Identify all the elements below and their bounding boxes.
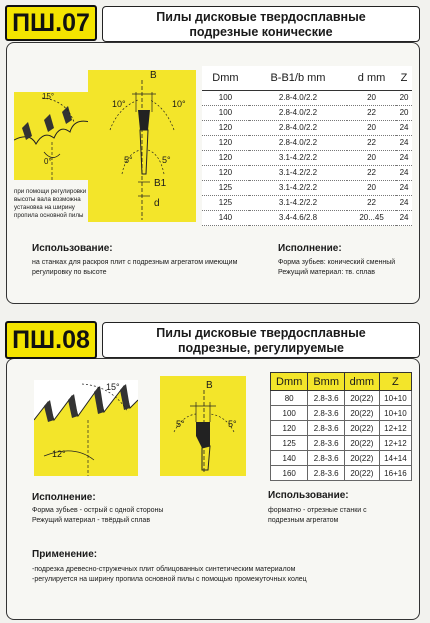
caption-line: пропила основной пилы (14, 212, 84, 219)
use-text-line: регулировку по высоте (32, 269, 107, 276)
table-cell: 2.8-4.0/2.2 (249, 135, 347, 150)
table-cell: 2.8-4.0/2.2 (249, 120, 347, 135)
table-cell: 3.1-4.2/2.2 (249, 165, 347, 180)
use-text-line: форматно - отрезные станки с (268, 507, 367, 514)
table-cell: 2.8-3.6 (308, 421, 345, 436)
table-cell: 140 (202, 210, 249, 225)
table-cell: 20(22) (344, 421, 379, 436)
table-row (271, 451, 412, 466)
table-cell: 120 (202, 150, 249, 165)
table-cell: 20(22) (344, 406, 379, 421)
table-cell: 24 (396, 165, 412, 180)
table-cell: 10+10 (379, 391, 411, 406)
table-cell: 16+16 (379, 466, 411, 481)
product-code-badge: ПШ.08 (5, 321, 97, 359)
table-cell: 100 (202, 90, 249, 105)
table-row (271, 406, 412, 421)
tooth-diagram (14, 92, 90, 180)
table-cell: 120 (202, 135, 249, 150)
table-cell: 125 (271, 436, 308, 451)
table-cell: 120 (271, 421, 308, 436)
execution-heading: Исполнение: (278, 243, 342, 254)
spec-table (202, 66, 412, 226)
use-heading: Использование: (268, 490, 349, 501)
table-row (202, 105, 412, 120)
table-row (271, 421, 412, 436)
table-cell: 2.8-3.6 (308, 406, 345, 421)
dim-label-b: B (150, 70, 157, 81)
table-cell: 20(22) (344, 391, 379, 406)
table-cell: 20(22) (344, 466, 379, 481)
angle-label-5-right: 5° (162, 155, 171, 165)
angle-label-5-left: 5° (124, 155, 133, 165)
table-cell: 120 (202, 165, 249, 180)
execution-text-line: Режущий материал - твёрдый сплав (32, 517, 151, 524)
title-line-2: подрезные, регулируемые (177, 341, 344, 355)
section-psh07 (0, 0, 430, 305)
application-text (32, 565, 307, 585)
table-cell: 3.1-4.2/2.2 (249, 150, 347, 165)
title-line-2: подрезные конические (189, 25, 333, 39)
table-cell: 12+12 (379, 436, 411, 451)
table-cell: 20 (396, 90, 412, 105)
table-cell: 14+14 (379, 451, 411, 466)
table-cell: 20(22) (344, 451, 379, 466)
execution-text (278, 258, 395, 278)
column-header: Bmm (308, 373, 345, 391)
table-cell: 120 (202, 120, 249, 135)
table-body (271, 391, 412, 481)
column-header: Z (379, 373, 411, 391)
table-row (202, 180, 412, 195)
use-text (268, 506, 367, 526)
table-cell: 3.1-4.2/2.2 (249, 195, 347, 210)
angle-label-5-left: 5° (176, 419, 185, 429)
application-text-line: -подрезка древесно-стружечных плит облицованных синтетическим материалом (32, 566, 296, 573)
table-body (202, 90, 412, 225)
angle-label-10-right: 10° (172, 99, 186, 109)
caption-line: установка на ширину (14, 204, 75, 211)
execution-text-line: Режущий материал: тв. сплав (278, 269, 376, 276)
table-cell: 24 (396, 150, 412, 165)
table-cell: 2.8-4.0/2.2 (249, 105, 347, 120)
table-cell: 125 (202, 195, 249, 210)
table-cell: 24 (396, 195, 412, 210)
column-header: d mm (347, 66, 396, 90)
table-cell: 2.8-3.6 (308, 466, 345, 481)
dim-label-b: B (206, 380, 213, 391)
table-row (202, 150, 412, 165)
column-header: dmm (344, 373, 379, 391)
table-row (202, 135, 412, 150)
execution-text (32, 506, 163, 526)
table-cell: 2.8-3.6 (308, 451, 345, 466)
product-title (102, 322, 420, 358)
column-header: Z (396, 66, 412, 90)
table-cell: 24 (396, 180, 412, 195)
diagram-caption (14, 188, 86, 220)
table-cell: 80 (271, 391, 308, 406)
dim-label-d: d (154, 198, 160, 209)
table-cell: 20(22) (344, 436, 379, 451)
table-cell: 100 (202, 105, 249, 120)
caption-line: при помощи регулировки (14, 188, 87, 195)
table-cell: 20 (347, 90, 396, 105)
table-cell: 10+10 (379, 406, 411, 421)
table-cell: 160 (271, 466, 308, 481)
table-cell: 22 (347, 165, 396, 180)
column-header: Dmm (271, 373, 308, 391)
table-cell: 24 (396, 210, 412, 225)
table-row (271, 466, 412, 481)
title-line-1: Пилы дисковые твердосплавные (156, 10, 366, 24)
table-cell: 20 (347, 150, 396, 165)
table-cell: 20 (347, 180, 396, 195)
angle-label-5-right: 5° (228, 419, 237, 429)
application-text-line: -регулируется на ширину пропила основной пилы с помощью промежуточных колец (32, 576, 307, 583)
table-cell: 20 (396, 105, 412, 120)
table-row (202, 195, 412, 210)
application-heading: Применение: (32, 549, 98, 560)
table-cell: 2.8-3.6 (308, 391, 345, 406)
column-header: Dmm (202, 66, 249, 90)
table-cell: 22 (347, 135, 396, 150)
table-row (202, 120, 412, 135)
angle-label-0: 0° (44, 157, 52, 166)
angle-label-12: 12° (52, 449, 66, 459)
caption-line: высоты вала возможна (14, 196, 81, 203)
table-cell: 24 (396, 135, 412, 150)
execution-text-line: Форма зубьев: конический сменный (278, 259, 396, 266)
table-row (202, 165, 412, 180)
tooth-diagram (34, 380, 138, 476)
dim-label-b1: B1 (154, 178, 167, 189)
table-cell: 24 (396, 120, 412, 135)
table-cell: 2.8-3.6 (308, 436, 345, 451)
product-code-badge: ПШ.07 (5, 5, 97, 41)
product-title (102, 6, 420, 42)
table-cell: 12+12 (379, 421, 411, 436)
use-text (32, 258, 237, 278)
table-row (202, 90, 412, 105)
table-cell: 22 (347, 105, 396, 120)
table-cell: 20 (347, 120, 396, 135)
table-header-row (202, 66, 412, 90)
execution-text-line: Форма зубьев - острый с одной стороны (32, 507, 164, 514)
spec-table (270, 372, 412, 481)
angle-label-10-left: 10° (112, 99, 126, 109)
use-text-line: на станках для раскроя плит с подрезным агрегатом имеющим (32, 259, 238, 266)
table-header-row (271, 373, 412, 391)
table-cell: 22 (347, 195, 396, 210)
table-cell: 140 (271, 451, 308, 466)
table-cell: 3.4-4.6/2.8 (249, 210, 347, 225)
table-row (271, 391, 412, 406)
column-header: B-B1/b mm (249, 66, 347, 90)
table-row (271, 436, 412, 451)
title-line-1: Пилы дисковые твердосплавные (156, 326, 366, 340)
angle-label-15: 15° (106, 382, 120, 392)
execution-heading: Исполнение: (32, 492, 96, 503)
table-cell: 2.8-4.0/2.2 (249, 90, 347, 105)
angle-label-15: 15° (42, 92, 55, 101)
profile-diagram (88, 70, 196, 222)
table-row (202, 210, 412, 225)
table-cell: 3.1-4.2/2.2 (249, 180, 347, 195)
use-heading: Использование: (32, 243, 113, 254)
table-cell: 20...45 (347, 210, 396, 225)
table-cell: 125 (202, 180, 249, 195)
table-cell: 100 (271, 406, 308, 421)
use-text-line: подрезным агрегатом (268, 517, 339, 524)
